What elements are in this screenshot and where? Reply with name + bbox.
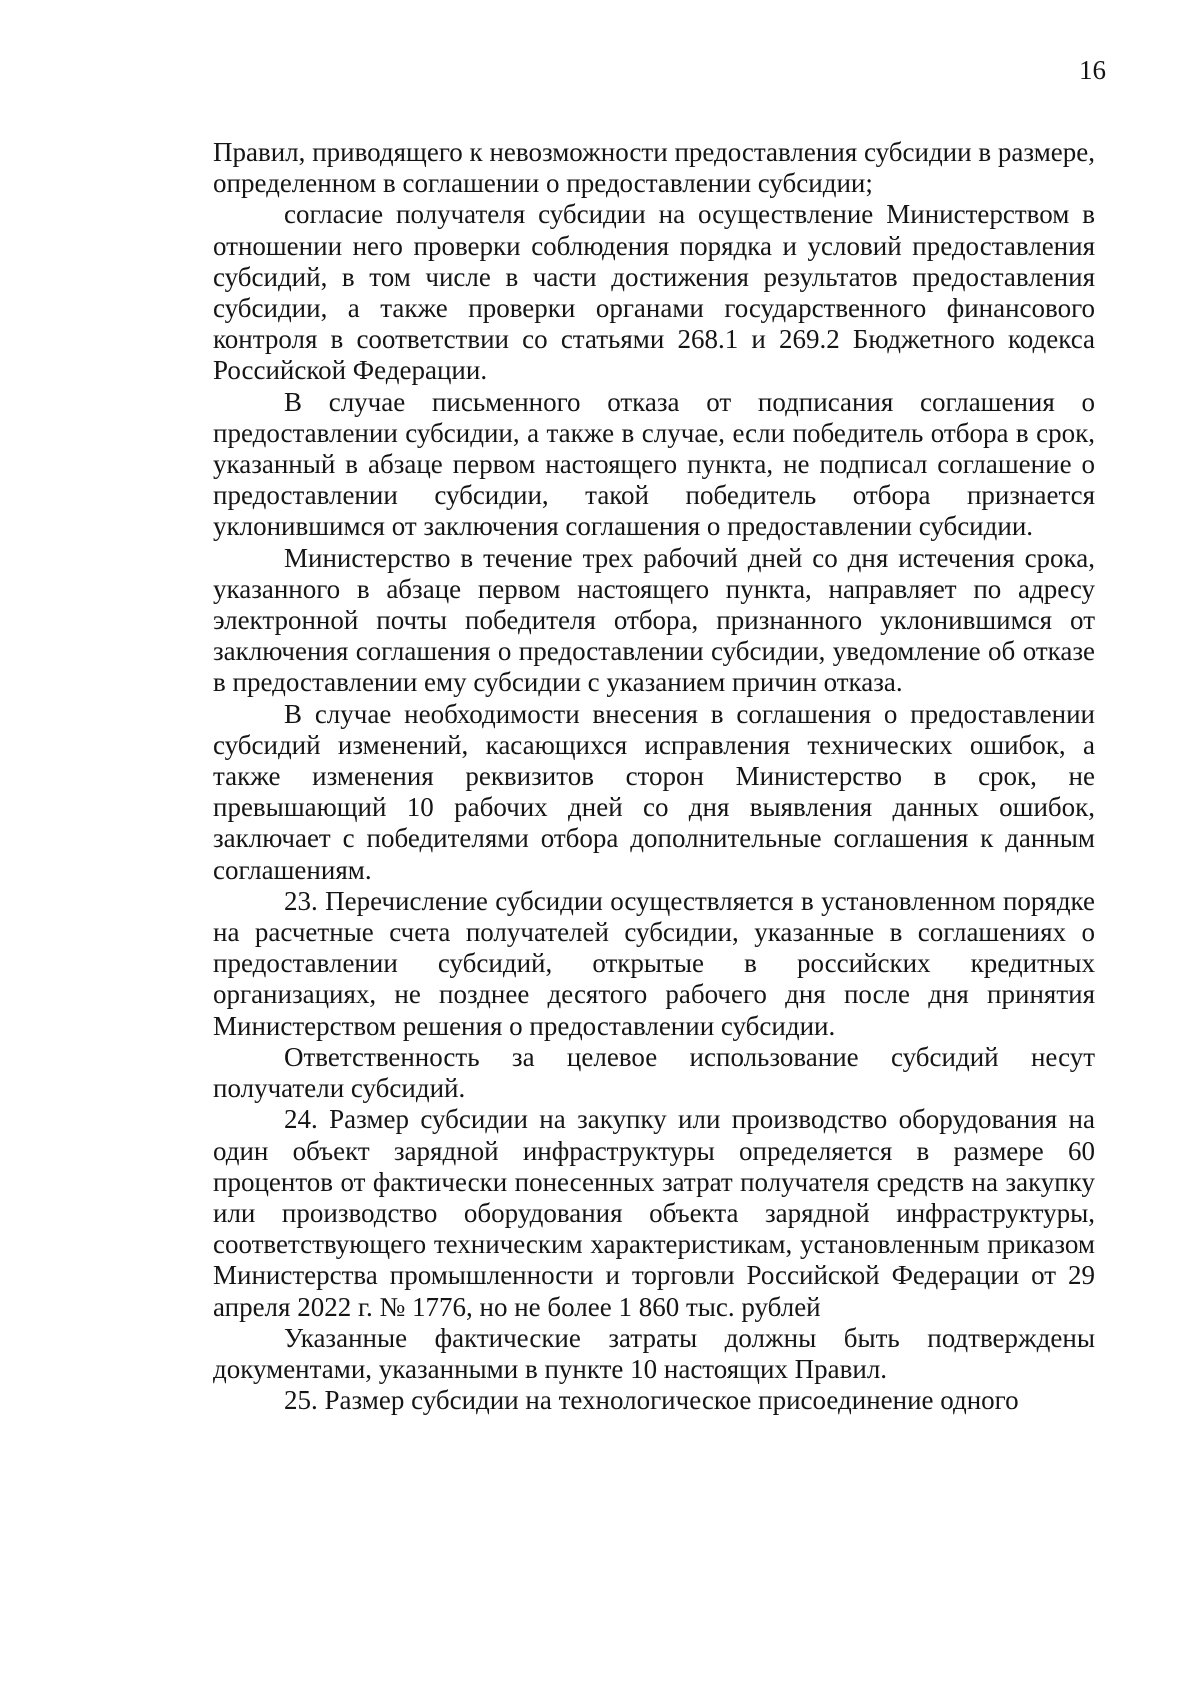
paragraph-item-23: 23. Перечисление субсидии осуществляется в установленном порядке на расчетные счета получателей субсидии, указанные в соглашениях о предоставлении субсидий, открытые в российских кредитных организациях, не позднее десятого рабочего дня после дня принятия Министерством решения о предоставлении субсидии.	[213, 885, 1095, 1041]
paragraph-refusal-to-sign: В случае письменного отказа от подписания соглашения о предоставлении субсидии, а также в случае, если победитель отбора в срок, указанный в абзаце первом настоящего пункта, не подписал соглашение о предоставлении субсидии, такой победитель отбора признается уклонившимся от заключения соглашения о предоставлении субсидии.	[213, 386, 1095, 542]
document-body	[213, 137, 1095, 1416]
paragraph-item-24: 24. Размер субсидии на закупку или производство оборудования на один объект зарядной инфраструктуры определяется в размере 60 процентов от фактически понесенных затрат получателя средств на закупку или производство оборудования объекта зарядной инфраструктуры, соответствующего техническим характеристикам, установленным приказом Министерства промышленности и торговли Российской Федерации от 29 апреля 2022 г. № 1776, но не более 1 860 тыс. рублей	[213, 1104, 1095, 1322]
paragraph-refusal-notice: Министерство в течение трех рабочий дней со дня истечения срока, указанного в абзаце первом настоящего пункта, направляет по адресу электронной почты победителя отбора, признанного уклонившимся от заключения соглашения о предоставлении субсидии, уведомление об отказе в предоставлении ему субсидии с указанием причин отказа.	[213, 542, 1095, 698]
paragraph-consent-inspection: согласие получателя субсидии на осуществление Министерством в отношении него проверки соблюдения порядка и условий предоставления субсидий, в том числе в части достижения результатов предоставления субсидии, а также проверки органами государственного финансового контроля в соответствии со статьями 268.1 и 269.2 Бюджетного кодекса Российской Федерации.	[213, 199, 1095, 386]
paragraph-agreement-amendments: В случае необходимости внесения в соглашения о предоставлении субсидий изменений, касающихся исправления технических ошибок, а также изменения реквизитов сторон Министерство в срок, не превышающий 10 рабочих дней со дня выявления данных ошибок, заключает с победителями отбора дополнительные соглашения к данным соглашениям.	[213, 698, 1095, 885]
paragraph-continuation: Правил, приводящего к невозможности предоставления субсидии в размере, определенном в соглашении о предоставлении субсидии;	[213, 137, 1095, 199]
paragraph-item-25: 25. Размер субсидии на технологическое присоединение одного	[284, 1385, 1019, 1416]
paragraph-confirmed-costs: Указанные фактические затраты должны быть подтверждены документами, указанными в пункте 10 настоящих Правил.	[213, 1322, 1095, 1384]
paragraph-responsibility: Ответственность за целевое использование субсидий несут получатели субсидий.	[213, 1041, 1095, 1104]
page-number: 16	[1079, 55, 1106, 85]
